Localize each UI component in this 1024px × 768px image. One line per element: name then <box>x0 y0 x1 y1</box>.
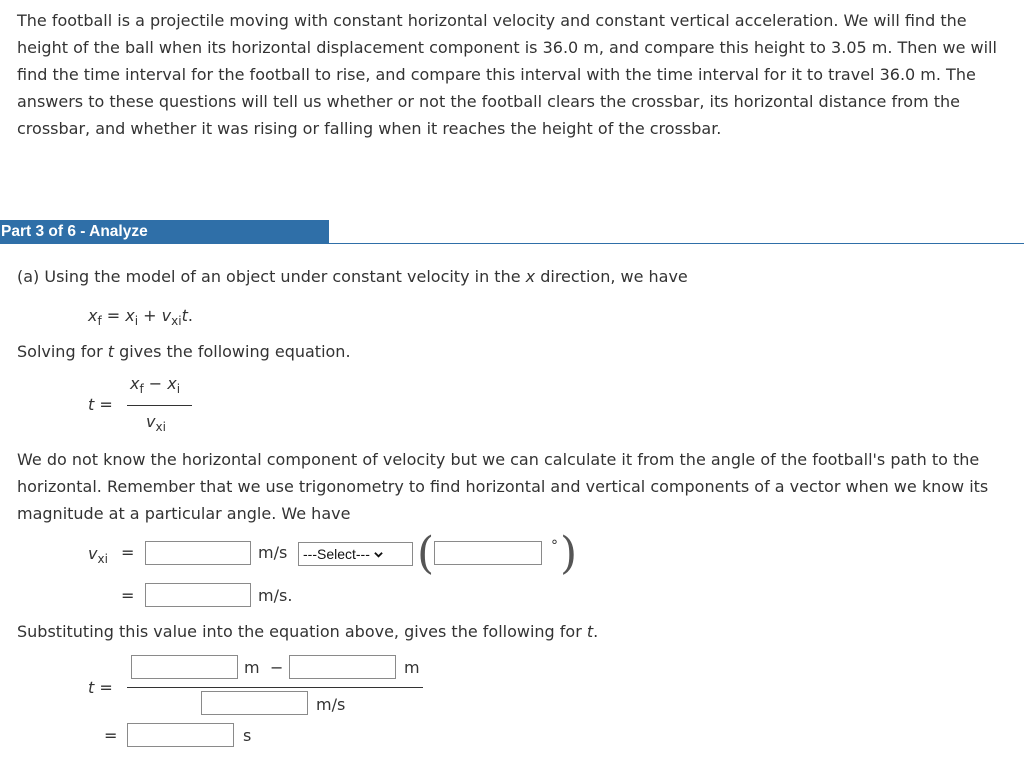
part-header: Part 3 of 6 - Analyze <box>0 220 329 244</box>
eq2-fraction-bar <box>127 405 192 406</box>
eq1-period: . <box>187 306 193 325</box>
eq1-v: v <box>161 306 172 325</box>
t-fraction-lhs <box>88 677 113 699</box>
chevron-down-icon <box>374 550 383 559</box>
eq1-xi: xi <box>171 314 182 328</box>
eq2-num-f: f <box>139 382 144 396</box>
eq2-lhs <box>88 394 113 416</box>
eq2-t: t <box>88 395 95 414</box>
xf-input[interactable] <box>131 655 238 679</box>
select-value: ---Select--- <box>303 546 370 562</box>
minus-sign: − <box>270 658 284 677</box>
eq1-x2: x <box>125 306 135 325</box>
eq2-den-xi: xi <box>155 420 166 434</box>
solving-text <box>17 341 351 363</box>
t-result-input[interactable] <box>127 723 234 747</box>
eq2-num-x: x <box>130 374 140 393</box>
vxi-unit: m/s <box>258 543 288 562</box>
eq1-f: f <box>97 314 102 328</box>
eq1-i: i <box>134 314 139 328</box>
substituting-text <box>17 621 598 643</box>
equation-constant-velocity <box>88 305 193 332</box>
lead-var-x: x <box>525 267 536 286</box>
lead-text-1: (a) Using the model of an object under constant velocity in the <box>17 267 526 286</box>
t-fraction-equals: = <box>99 678 113 697</box>
t-result-unit: s <box>243 726 252 745</box>
subst-text-1: Substituting this value into the equation above, gives the following for <box>17 622 587 641</box>
vxi-equals: = <box>121 543 135 562</box>
xf-unit: m <box>244 658 260 677</box>
eq2-equals: = <box>99 395 113 414</box>
angle-input[interactable] <box>434 541 542 565</box>
t-result-equals: = <box>104 726 118 745</box>
xi-unit: m <box>404 658 420 677</box>
vxi-result-unit: m/s. <box>258 586 293 605</box>
eq2-numerator <box>130 373 180 400</box>
question-a-lead <box>17 266 688 288</box>
eq1-equals: = <box>101 306 126 325</box>
eq2-num-x2: x <box>167 374 177 393</box>
t-fraction-bar <box>127 687 423 688</box>
open-paren: ( <box>417 528 435 579</box>
subst-var-t: t <box>586 622 594 641</box>
vxi-v: v <box>88 544 98 563</box>
eq2-den-v: v <box>146 412 156 431</box>
solving-text-1: Solving for <box>17 342 108 361</box>
part-divider <box>0 243 1024 244</box>
vxi-magnitude-input[interactable] <box>145 541 251 565</box>
xi-input[interactable] <box>289 655 396 679</box>
denominator-unit: m/s <box>316 695 346 714</box>
subst-text-2: . <box>593 622 599 641</box>
solving-var-t: t <box>107 342 115 361</box>
lead-text-2: direction, we have <box>535 267 688 286</box>
trig-function-select[interactable] <box>298 542 413 566</box>
solving-text-2: gives the following equation. <box>114 342 351 361</box>
eq1-t: t <box>181 306 188 325</box>
vxi-result-equals: = <box>121 586 135 605</box>
vxi-label <box>88 543 108 570</box>
degree-symbol: ° <box>551 538 558 554</box>
vxi-denominator-input[interactable] <box>201 691 308 715</box>
eq2-denominator <box>146 411 166 438</box>
close-paren: ) <box>560 528 578 579</box>
vxi-sub: xi <box>97 552 108 566</box>
t-fraction-t: t <box>88 678 95 697</box>
vxi-result-input[interactable] <box>145 583 251 607</box>
eq1-plus: + <box>138 306 162 325</box>
eq1-x: x <box>88 306 98 325</box>
eq2-minus: − <box>143 374 168 393</box>
eq2-num-i: i <box>176 382 181 396</box>
problem-intro: The football is a projectile moving with constant horizontal velocity and constant vertical acceleration. We will find the height of the ball when its horizontal displacement component is 36.0 m, and compare this height to 3.05 m. Then we will find the time interval for the football to rise, and compare this interval with the time interval for it to travel 36.0 m. The answers to these questions will tell us whether or not the football clears the crossbar, its horizontal distance from the crossbar, and whether it was rising or falling when it reaches the height of the crossbar. <box>17 11 997 138</box>
trig-paragraph: We do not know the horizontal component of velocity but we can calculate it from the angle of the football's path to the horizontal. Remember that we use trigonometry to find horizontal and vertical components of a vector when we know its magnitude at a particular angle. We have <box>17 450 989 523</box>
